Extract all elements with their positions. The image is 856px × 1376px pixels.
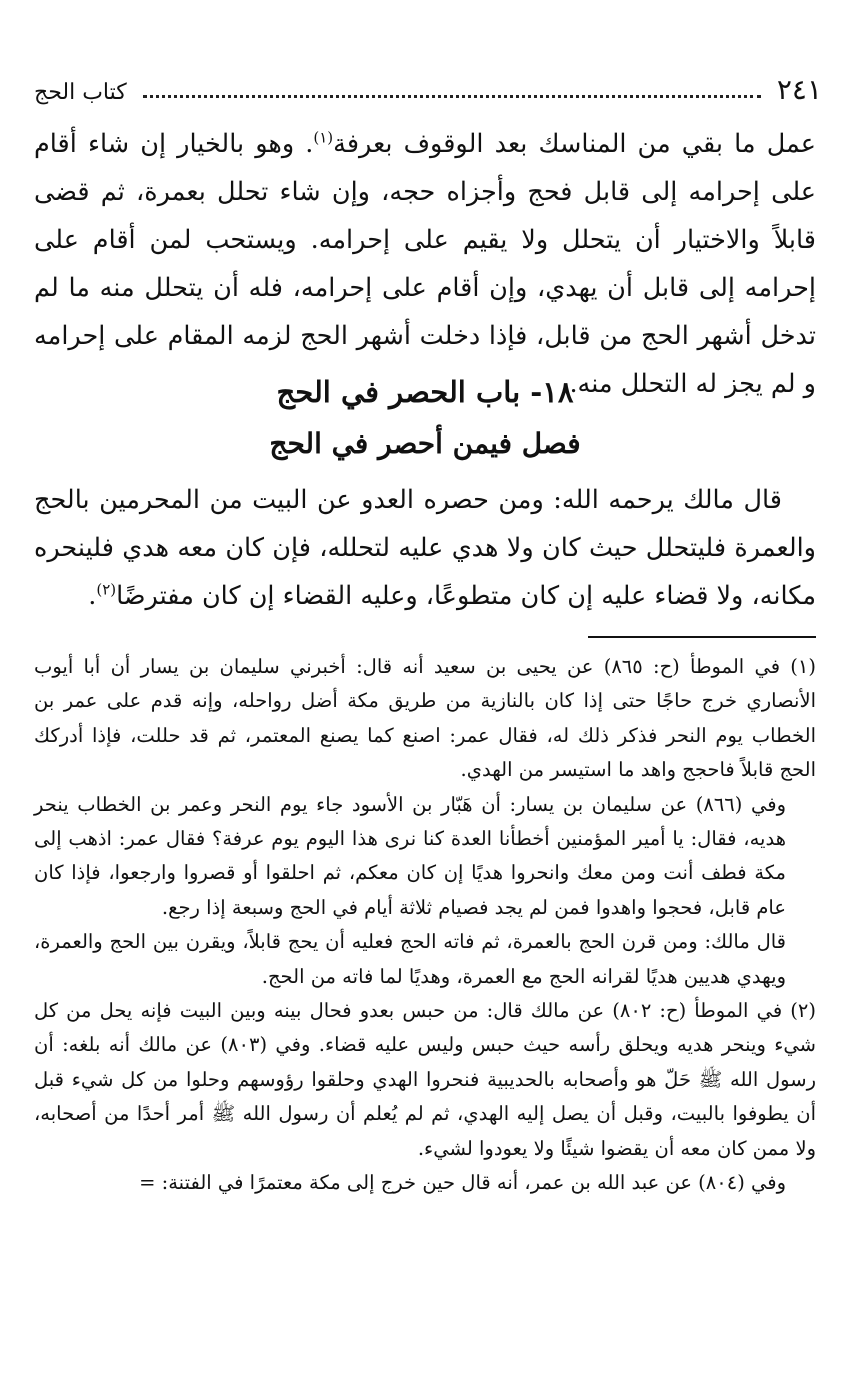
footnote-ref-1[interactable]: (١) bbox=[313, 128, 334, 147]
footnote-1: (١) في الموطأ (ح: ٨٦٥) عن يحيى بن سعيد أنه قال: أخبرني سليمان بن يسار أن أبا أيوب الأنصاري خرج حاجًا حتى إذا كان بالنازية من طريق مكة أضل رواحله، وإنه قدم على عمر بن الخطاب يوم النحر فذكر ذلك له، فقال عمر: اصنع كما يصنع المعتمر، ثم قد حللت، فإذا أدركك الحج قابلاً فاحجج واهد ما استيسر من الهدي. bbox=[34, 655, 816, 782]
running-header bbox=[34, 66, 822, 104]
main-text bbox=[34, 120, 816, 408]
footnote-2: (٢) في الموطأ (ح: ٨٠٢) عن مالك قال: من حبس بعدو فحال بينه وبين البيت فإنه يحل من كل شيء وينحر هديه ويحلق رأسه حيث حبس وليس عليه قضاء. وفي (٨٠٣) عن مالك أنه بلغه: أن رسول الله ﷺ حَلّ هو وأصحابه بالحديبية فنحروا الهدي وحلقوا رؤوسهم وحلوا من كل شيء قبل أن يطوفوا بالبيت، وقبل أن يصل إليه الهدي، ثم لم يُعلم أن رسول الله ﷺ أمر أحدًا من أصحابه، ولا ممن كان معه أن يقضوا شيئًا ولا يعودوا لشيء. bbox=[34, 999, 816, 1160]
book-title: كتاب الحج bbox=[34, 80, 127, 105]
main-paragraph-1-end: . وهو بالخيار إن شاء أقام على إحرامه إلى قابل فحج وأجزاه حجه، وإن شاء تحلل بعمرة، ثم قضى قابلاً والاختيار أن يتحلل ولا يقيم على إحرامه. ويستحب لمن أقام على إحرامه إلى قابل أن يهدي، وإن أقام على إحرامه، فله أن يتحلل منه ما لم تدخل أشهر الحج من قابل، فإذا دخلت أشهر الحج لزمه المقام على إحرامه و لم يجز له التحلل منه. bbox=[34, 129, 816, 399]
footnote-2-continuation: وفي (٨٠٤) عن عبد الله بن عمر، أنه قال حين خرج إلى مكة معتمرًا في الفتنة: = bbox=[139, 1171, 786, 1195]
page-number: ٢٤١ bbox=[776, 73, 822, 106]
main-paragraph-2-start: قال مالك يرحمه الله: ومن حصره العدو عن البيت من المحرمين بالحج والعمرة فليتحلل حيث كان ولا هدي عليه لتحلله، فإن كان معه هدي فلينحره مكانه، ولا قضاء عليه إن كان متطوعًا، وعليه القضاء إن كان مفترضًا bbox=[34, 485, 816, 611]
footnote-1-continuation: وفي (٨٦٦) عن سليمان بن يسار: أن هَبّار بن الأسود جاء يوم النحر وعمر بن الخطاب ينحر هديه، فقال: يا أمير المؤمنين أخطأنا العدة كنا نرى هذا اليوم يوم عرفة؟ فقال عمر: اذهب إلى مكة فطف أنت ومن معك وانحروا هديًا إن كان معكم، ثم احلقوا أو قصروا وارجعوا، فإذا كان عام قابل، فحجوا واهدوا فمن لم يجد فصيام ثلاثة أيام في الحج وسبعة إذا رجع. bbox=[34, 792, 786, 919]
footnotes bbox=[34, 650, 816, 1201]
footnote-separator bbox=[588, 636, 816, 638]
chapter-heading: ١٨- باب الحصر في الحج bbox=[276, 375, 574, 409]
main-paragraph-1 bbox=[34, 120, 816, 408]
header-dotted-leader bbox=[143, 95, 761, 98]
main-paragraph-1-start: عمل ما بقي من المناسك بعد الوقوف بعرفة bbox=[333, 129, 816, 159]
footnote-1-continuation: قال مالك: ومن قرن الحج بالعمرة، ثم فاته الحج فعليه أن يحج قابلاً، ويقرن بين الحج والعمرة، ويهدي هديين هديًا لقرانه الحج مع العمرة، وهديًا لما فاته من الحج. bbox=[34, 930, 786, 988]
main-paragraph-2 bbox=[34, 476, 816, 620]
main-paragraph-2-end: . bbox=[88, 581, 97, 611]
main-text-2 bbox=[34, 476, 816, 620]
section-heading: فصل فيمن أحصر في الحج bbox=[269, 427, 581, 460]
footnote-ref-2[interactable]: (٢) bbox=[96, 580, 117, 599]
